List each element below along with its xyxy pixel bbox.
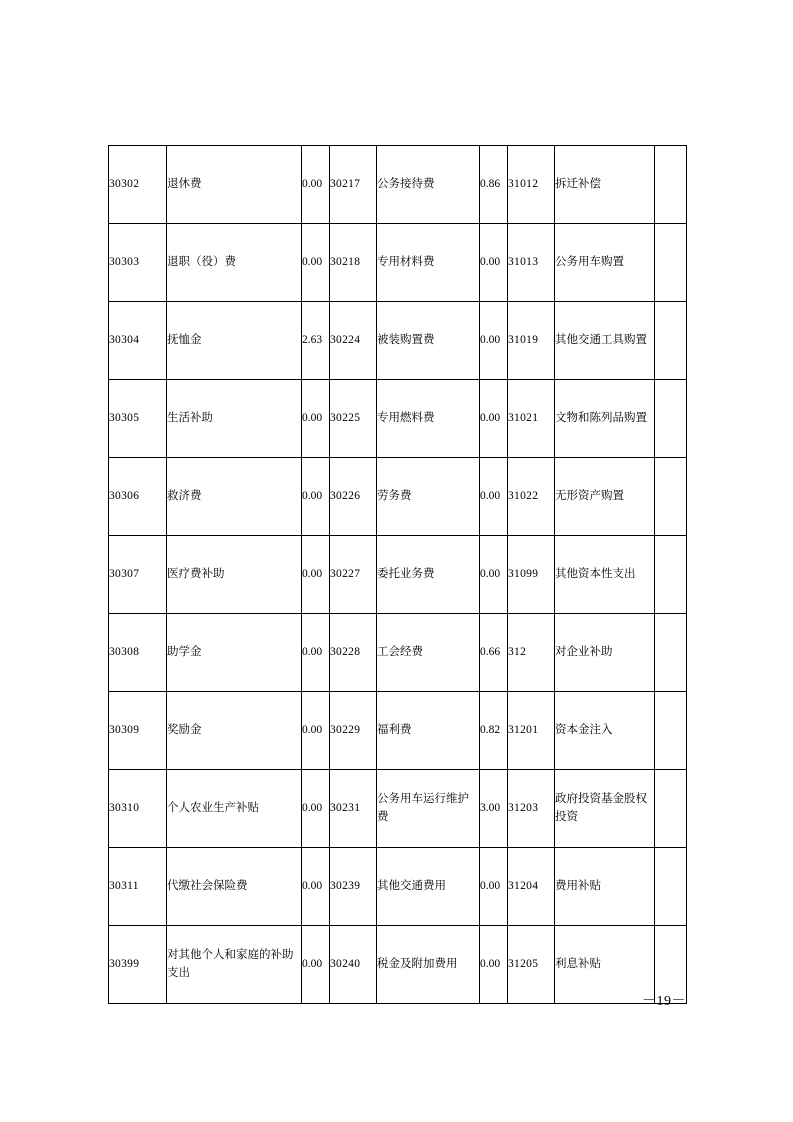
table-row (109, 224, 687, 302)
row-code-col2: 30229 (330, 692, 377, 770)
row-value-col1: 0.00 (302, 458, 330, 536)
row-code-col2: 30217 (330, 146, 377, 224)
row-value-col1: 2.63 (302, 302, 330, 380)
row-value-col3 (655, 848, 687, 926)
row-name-col2: 劳务费 (377, 458, 480, 536)
row-value-col3 (655, 770, 687, 848)
row-value-col2: 0.00 (480, 224, 508, 302)
row-code-col1: 30310 (109, 770, 167, 848)
row-name-col2: 其他交通费用 (377, 848, 480, 926)
budget-table-body (109, 146, 687, 1004)
row-name-col2: 工会经费 (377, 614, 480, 692)
row-code-col1: 30303 (109, 224, 167, 302)
row-code-col2: 30225 (330, 380, 377, 458)
row-code-col3: 31013 (508, 224, 555, 302)
row-code-col3: 312 (508, 614, 555, 692)
row-name-col1: 奖励金 (167, 692, 302, 770)
row-name-col3: 利息补贴 (555, 926, 655, 1004)
row-value-col1: 0.00 (302, 536, 330, 614)
row-name-col3: 费用补贴 (555, 848, 655, 926)
row-value-col1: 0.00 (302, 692, 330, 770)
row-name-col2: 委托业务费 (377, 536, 480, 614)
row-name-col1: 医疗费补助 (167, 536, 302, 614)
table-row (109, 302, 687, 380)
table-row (109, 536, 687, 614)
row-name-col1: 助学金 (167, 614, 302, 692)
row-value-col3 (655, 380, 687, 458)
row-value-col2: 0.00 (480, 302, 508, 380)
row-name-col3: 无形资产购置 (555, 458, 655, 536)
row-code-col3: 31021 (508, 380, 555, 458)
row-code-col1: 30306 (109, 458, 167, 536)
row-value-col1: 0.00 (302, 614, 330, 692)
row-code-col3: 31201 (508, 692, 555, 770)
row-code-col1: 30308 (109, 614, 167, 692)
row-value-col3 (655, 146, 687, 224)
row-value-col2: 0.00 (480, 380, 508, 458)
row-code-col2: 30227 (330, 536, 377, 614)
row-name-col2: 被装购置费 (377, 302, 480, 380)
row-value-col2: 0.86 (480, 146, 508, 224)
row-name-col1: 生活补助 (167, 380, 302, 458)
table-row (109, 614, 687, 692)
row-name-col3: 资本金注入 (555, 692, 655, 770)
table-row (109, 146, 687, 224)
row-value-col1: 0.00 (302, 380, 330, 458)
row-value-col2: 0.00 (480, 536, 508, 614)
row-name-col1: 退休费 (167, 146, 302, 224)
row-code-col2: 30218 (330, 224, 377, 302)
row-code-col1: 30305 (109, 380, 167, 458)
row-code-col2: 30239 (330, 848, 377, 926)
table-row (109, 692, 687, 770)
row-code-col2: 30240 (330, 926, 377, 1004)
table-row (109, 380, 687, 458)
row-code-col3: 31204 (508, 848, 555, 926)
row-name-col2: 专用燃料费 (377, 380, 480, 458)
row-name-col2: 福利费 (377, 692, 480, 770)
row-name-col3: 政府投资基金股权投资 (555, 770, 655, 848)
table-row (109, 458, 687, 536)
row-value-col3 (655, 224, 687, 302)
row-value-col2: 0.00 (480, 458, 508, 536)
row-name-col2: 公务接待费 (377, 146, 480, 224)
row-name-col1: 救济费 (167, 458, 302, 536)
row-code-col1: 30307 (109, 536, 167, 614)
row-code-col3: 31019 (508, 302, 555, 380)
row-code-col3: 31205 (508, 926, 555, 1004)
row-value-col2: 0.00 (480, 926, 508, 1004)
row-code-col1: 30399 (109, 926, 167, 1004)
row-name-col3: 拆迁补偿 (555, 146, 655, 224)
row-name-col1: 代缴社会保险费 (167, 848, 302, 926)
row-name-col3: 其他资本性支出 (555, 536, 655, 614)
row-code-col1: 30311 (109, 848, 167, 926)
row-code-col3: 31099 (508, 536, 555, 614)
row-code-col3: 31203 (508, 770, 555, 848)
row-name-col3: 文物和陈列品购置 (555, 380, 655, 458)
row-value-col1: 0.00 (302, 770, 330, 848)
row-value-col1: 0.00 (302, 848, 330, 926)
row-code-col2: 30228 (330, 614, 377, 692)
row-code-col2: 30226 (330, 458, 377, 536)
row-value-col3 (655, 458, 687, 536)
page-number: －19－ (642, 994, 686, 1009)
row-value-col1: 0.00 (302, 926, 330, 1004)
row-value-col2: 3.00 (480, 770, 508, 848)
row-code-col3: 31022 (508, 458, 555, 536)
row-name-col3: 对企业补助 (555, 614, 655, 692)
row-value-col3 (655, 302, 687, 380)
row-name-col1: 对其他个人和家庭的补助支出 (167, 926, 302, 1004)
row-name-col2: 税金及附加费用 (377, 926, 480, 1004)
row-value-col2: 0.66 (480, 614, 508, 692)
table-row (109, 770, 687, 848)
row-name-col2: 公务用车运行维护费 (377, 770, 480, 848)
row-code-col2: 30224 (330, 302, 377, 380)
row-code-col1: 30304 (109, 302, 167, 380)
row-value-col3 (655, 614, 687, 692)
row-name-col1: 抚恤金 (167, 302, 302, 380)
budget-table-container (108, 145, 686, 1004)
row-code-col1: 30302 (109, 146, 167, 224)
row-value-col2: 0.82 (480, 692, 508, 770)
row-code-col1: 30309 (109, 692, 167, 770)
row-name-col2: 专用材料费 (377, 224, 480, 302)
table-row (109, 848, 687, 926)
row-name-col3: 公务用车购置 (555, 224, 655, 302)
row-value-col1: 0.00 (302, 224, 330, 302)
budget-table (108, 145, 687, 1004)
row-name-col1: 个人农业生产补贴 (167, 770, 302, 848)
row-value-col1: 0.00 (302, 146, 330, 224)
row-value-col2: 0.00 (480, 848, 508, 926)
row-code-col2: 30231 (330, 770, 377, 848)
row-name-col3: 其他交通工具购置 (555, 302, 655, 380)
row-name-col1: 退职（役）费 (167, 224, 302, 302)
row-value-col3 (655, 536, 687, 614)
row-value-col3 (655, 692, 687, 770)
row-code-col3: 31012 (508, 146, 555, 224)
